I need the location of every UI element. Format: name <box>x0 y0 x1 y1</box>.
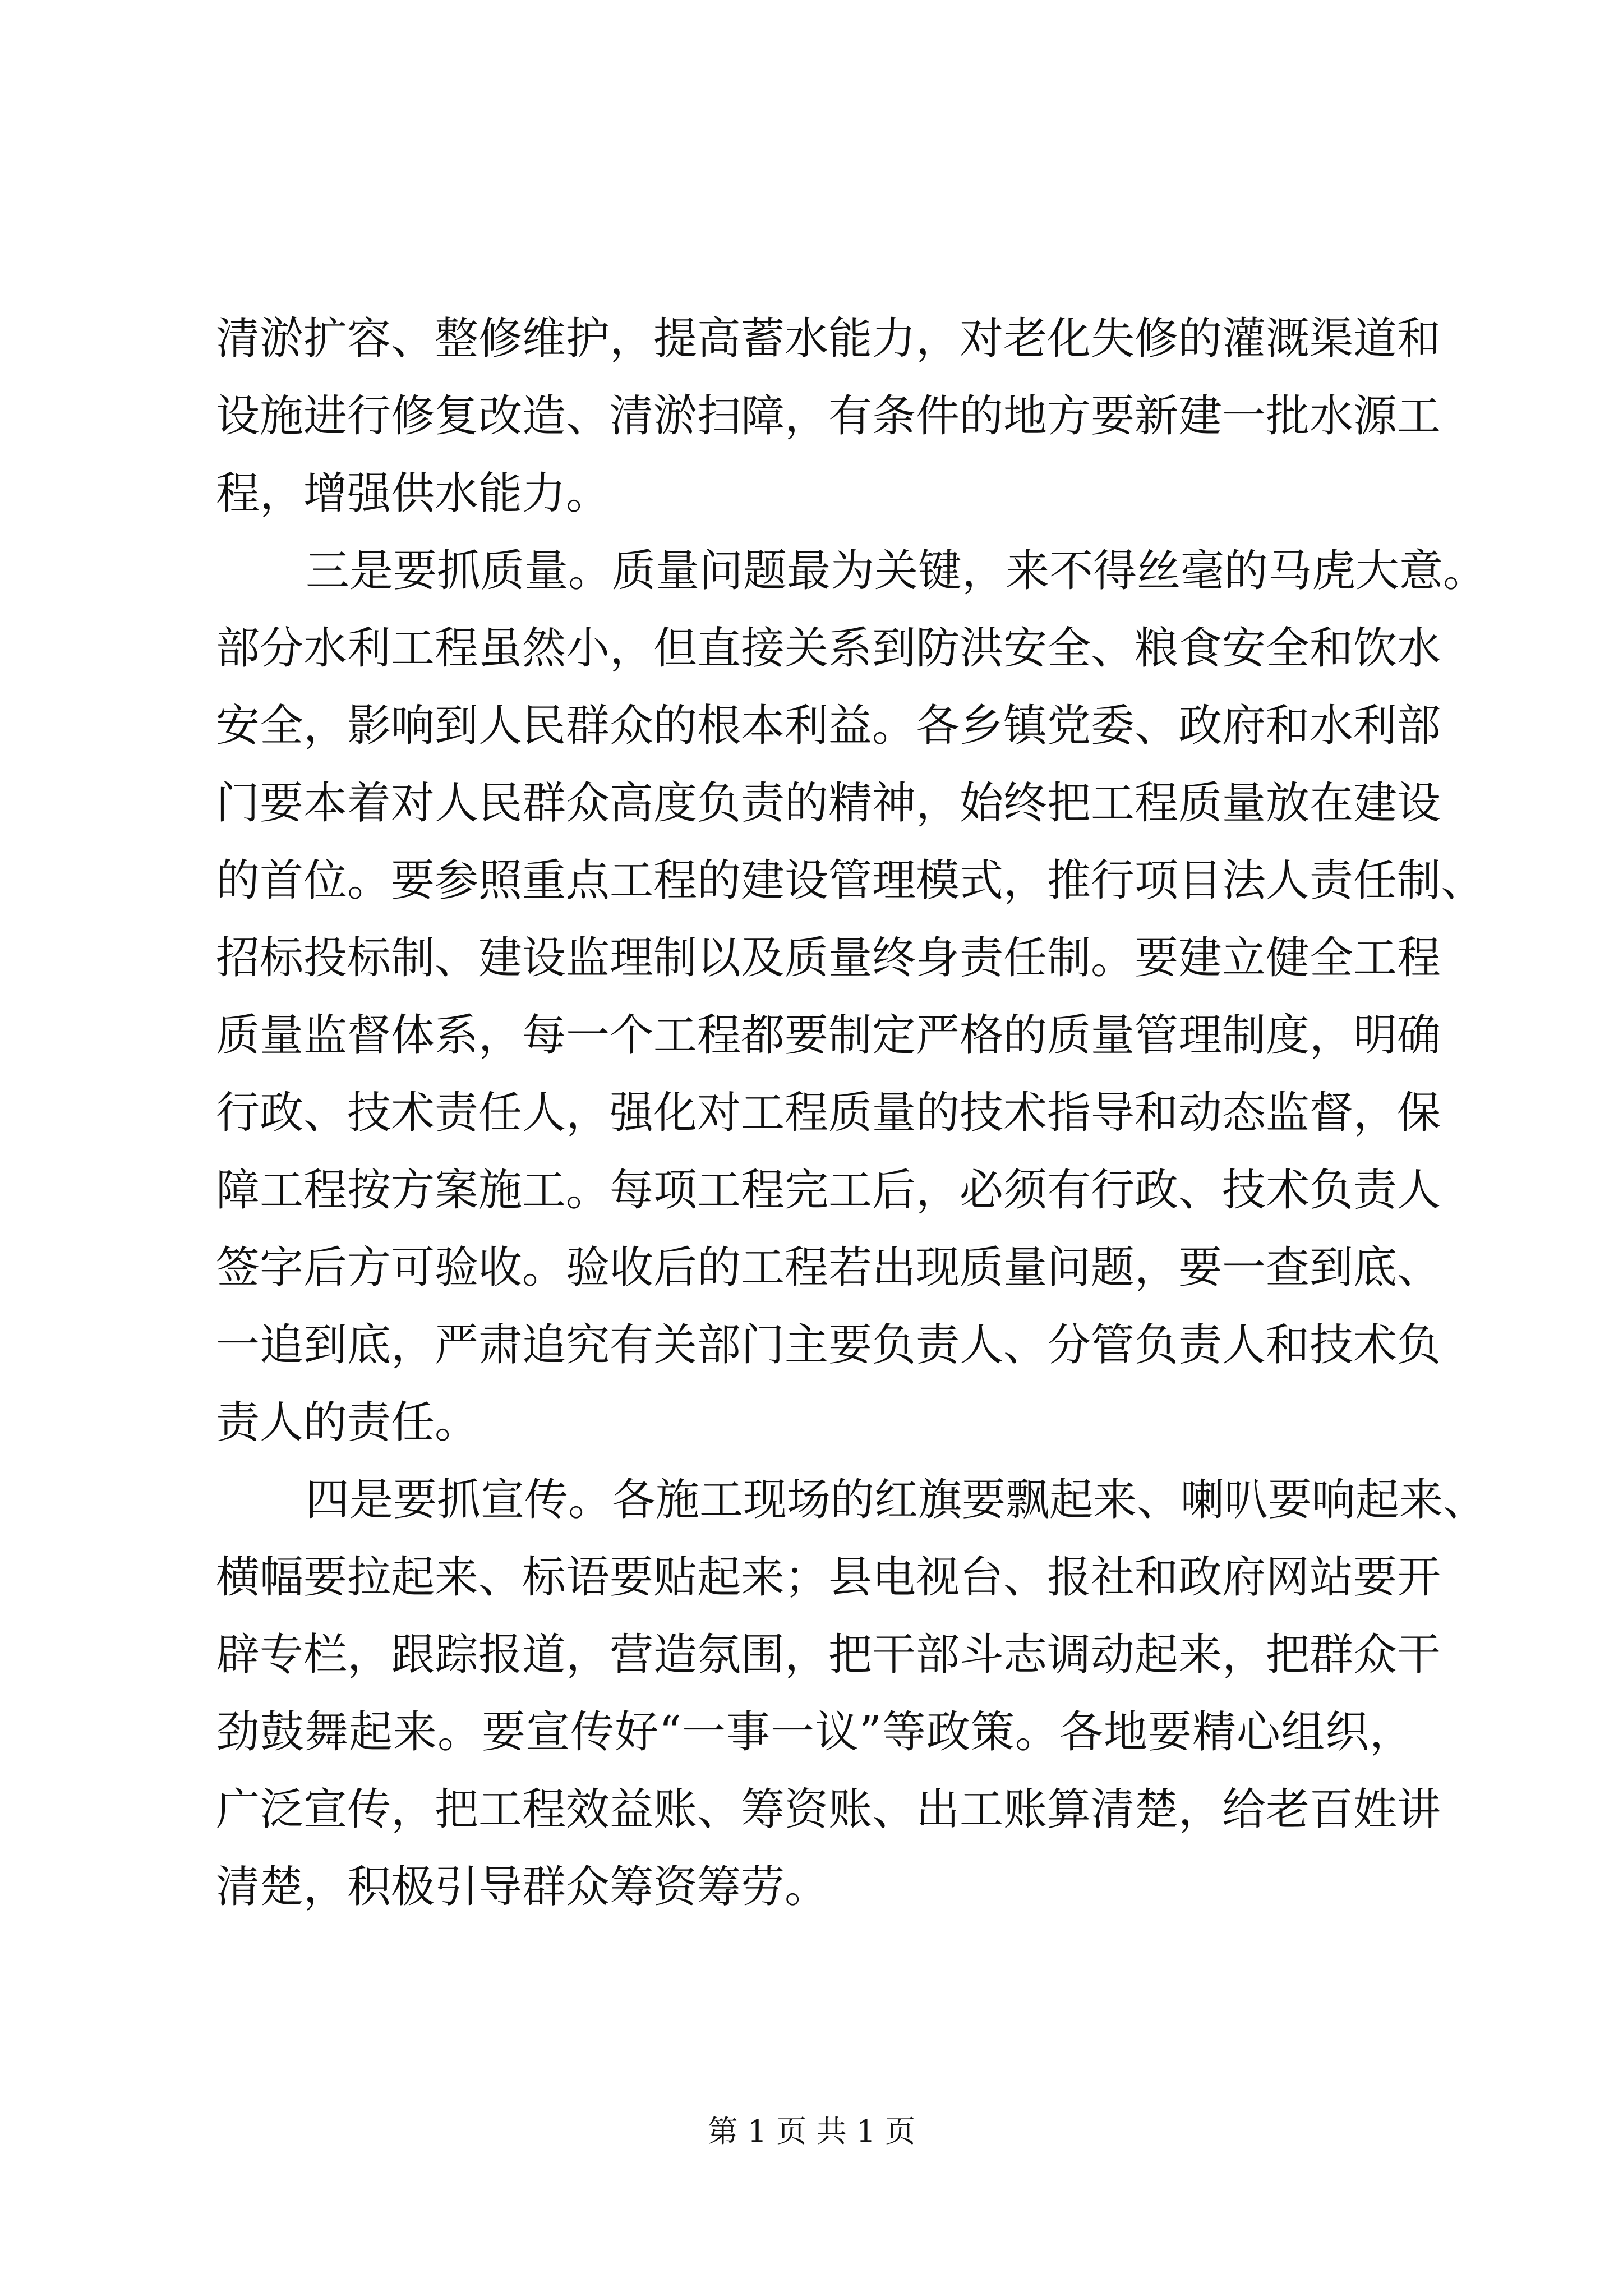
text-line: 门要本着对人民群众高度负责的精神，始终把工程质量放在建设 <box>216 778 1441 829</box>
text-line: 招标投标制、建设监理制以及质量终身责任制。要建立健全工程 <box>216 933 1441 983</box>
page-footer: 第 1 页 共 1 页 <box>707 2114 916 2149</box>
text-line: 一追到底，严肃追究有关部门主要负责人、分管负责人和技术负 <box>216 1320 1441 1370</box>
text-line: 质量监督体系，每一个工程都要制定严格的质量管理制度，明确 <box>216 1010 1441 1061</box>
text-line: 部分水利工程虽然小，但直接关系到防洪安全、粮食安全和饮水 <box>216 623 1441 674</box>
text-line: 障工程按方案施工。每项工程完工后，必须有行政、技术负责人 <box>216 1165 1441 1216</box>
text-line: 清楚，积极引导群众筹资筹劳。 <box>216 1862 829 1912</box>
text-line: 安全，影响到人民群众的根本利益。各乡镇党委、政府和水利部 <box>216 701 1441 751</box>
paragraph <box>216 532 1487 1461</box>
text-line: 横幅要拉起来、标语要贴起来；县电视台、报社和政府网站要开 <box>216 1552 1441 1603</box>
text-line: 广泛宣传，把工程效益账、筹资账、出工账算清楚，给老百姓讲 <box>216 1784 1441 1835</box>
text-line: 的首位。要参照重点工程的建设管理模式，推行项目法人责任制、 <box>216 855 1485 906</box>
paragraph <box>216 300 1441 532</box>
text-line: 清淤扩容、整修维护，提高蓄水能力，对老化失修的灌溉渠道和 <box>216 314 1441 364</box>
text-line: 三是要抓质量。质量问题最为关键，来不得丝毫的马虎大意。 <box>306 546 1487 596</box>
text-line: 设施进行修复改造、清淤扫障，有条件的地方要新建一批水源工 <box>216 391 1441 441</box>
text-line: 程，增强供水能力。 <box>216 468 610 519</box>
text-line: 签字后方可验收。验收后的工程若出现质量问题，要一查到底、 <box>216 1243 1441 1293</box>
text-line: 辟专栏，跟踪报道，营造氛围，把干部斗志调动起来，把群众干 <box>216 1630 1441 1680</box>
text-line: 四是要抓宣传。各施工现场的红旗要飘起来、喇叭要响起来、 <box>306 1475 1487 1525</box>
text-line: 行政、技术责任人，强化对工程质量的技术指导和动态监督，保 <box>216 1088 1441 1138</box>
text-line: 责人的责任。 <box>216 1397 479 1448</box>
text-line: 劲鼓舞起来。要宣传好“一事一议”等政策。各地要精心组织， <box>216 1707 1413 1757</box>
document-body <box>216 300 1487 1926</box>
paragraph <box>216 1461 1487 1926</box>
